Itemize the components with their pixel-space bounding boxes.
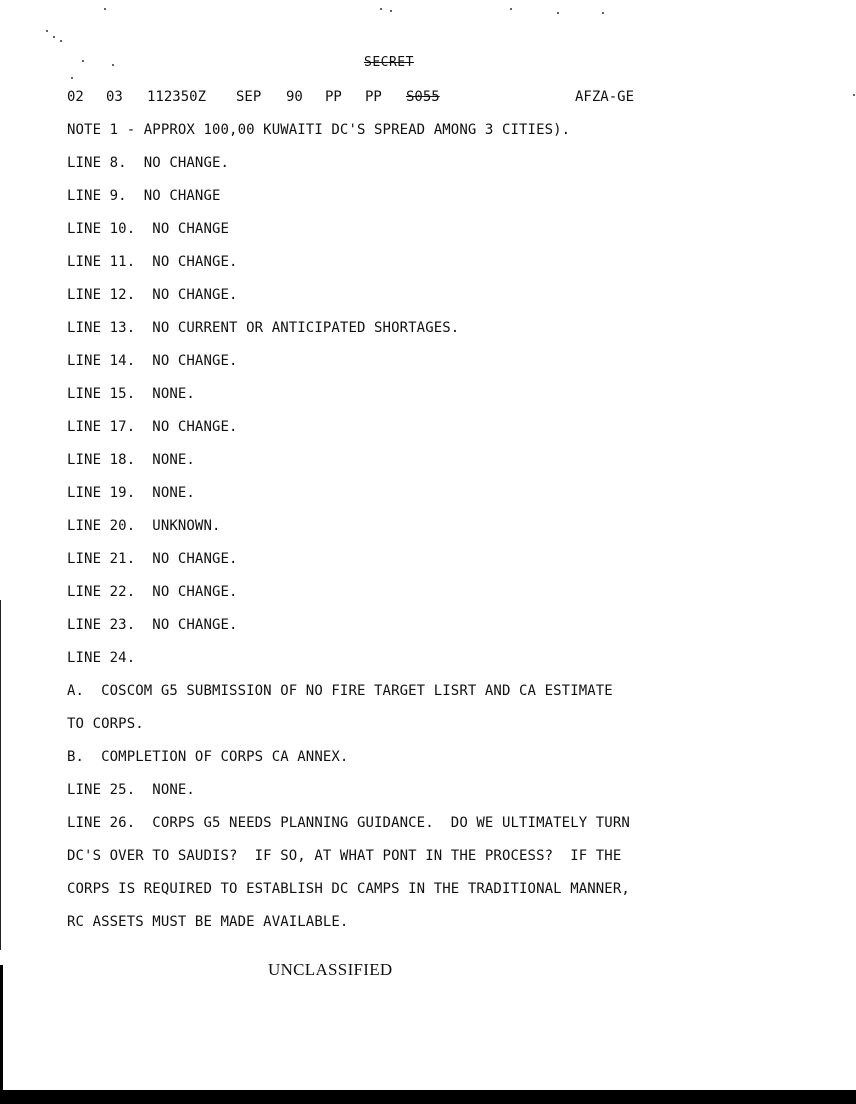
body-line: LINE 23. NO CHANGE.	[67, 617, 238, 633]
header-office-symbol: AFZA-GE	[575, 89, 635, 105]
header-year: 90	[286, 89, 303, 105]
scan-edge-left-upper	[0, 600, 1, 950]
header-month: SEP	[236, 89, 262, 105]
message-header	[67, 89, 827, 107]
body-line: LINE 24.	[67, 650, 136, 666]
body-line: LINE 13. NO CURRENT OR ANTICIPATED SHORTAGES.	[67, 320, 460, 336]
body-line: LINE 15. NONE.	[67, 386, 195, 402]
body-line: RC ASSETS MUST BE MADE AVAILABLE.	[67, 914, 349, 930]
body-line: LINE 20. UNKNOWN.	[67, 518, 221, 534]
body-line: LINE 19. NONE.	[67, 485, 195, 501]
body-line: CORPS IS REQUIRED TO ESTABLISH DC CAMPS IN THE TRADITIONAL MANNER,	[67, 881, 630, 897]
body-line: DC'S OVER TO SAUDIS? IF SO, AT WHAT PONT IN THE PROCESS? IF THE	[67, 848, 622, 864]
body-line: LINE 10. NO CHANGE	[67, 221, 230, 237]
header-seq1: 02	[67, 89, 84, 105]
header-precedence-1: PP	[325, 89, 342, 105]
body-line: LINE 21. NO CHANGE.	[67, 551, 238, 567]
body-line: LINE 25. NONE.	[67, 782, 195, 798]
body-line: LINE 12. NO CHANGE.	[67, 287, 238, 303]
body-line: LINE 17. NO CHANGE.	[67, 419, 238, 435]
scan-edge-left-lower	[0, 965, 3, 1095]
header-dtg: 112350Z	[147, 89, 207, 105]
header-struck-code: S055	[406, 89, 440, 105]
body-line: TO CORPS.	[67, 716, 144, 732]
body-line: A. COSCOM G5 SUBMISSION OF NO FIRE TARGET LISRT AND CA ESTIMATE	[67, 683, 613, 699]
body-line: LINE 9. NO CHANGE	[67, 188, 221, 204]
classification-marking-top: SECRET	[364, 55, 414, 70]
scan-edge-bottom	[0, 1090, 856, 1104]
body-line: B. COMPLETION OF CORPS CA ANNEX.	[67, 749, 349, 765]
body-line: NOTE 1 - APPROX 100,00 KUWAITI DC'S SPREAD AMONG 3 CITIES).	[67, 122, 571, 138]
body-line: LINE 11. NO CHANGE.	[67, 254, 238, 270]
body-line: LINE 14. NO CHANGE.	[67, 353, 238, 369]
body-line: LINE 22. NO CHANGE.	[67, 584, 238, 600]
message-body	[67, 120, 630, 945]
header-seq2: 03	[106, 89, 123, 105]
body-line: LINE 18. NONE.	[67, 452, 195, 468]
header-precedence-2: PP	[365, 89, 382, 105]
body-line: LINE 26. CORPS G5 NEEDS PLANNING GUIDANCE. DO WE ULTIMATELY TURN	[67, 815, 630, 831]
classification-marking-bottom: UNCLASSIFIED	[268, 960, 393, 979]
body-line: LINE 8. NO CHANGE.	[67, 155, 230, 171]
